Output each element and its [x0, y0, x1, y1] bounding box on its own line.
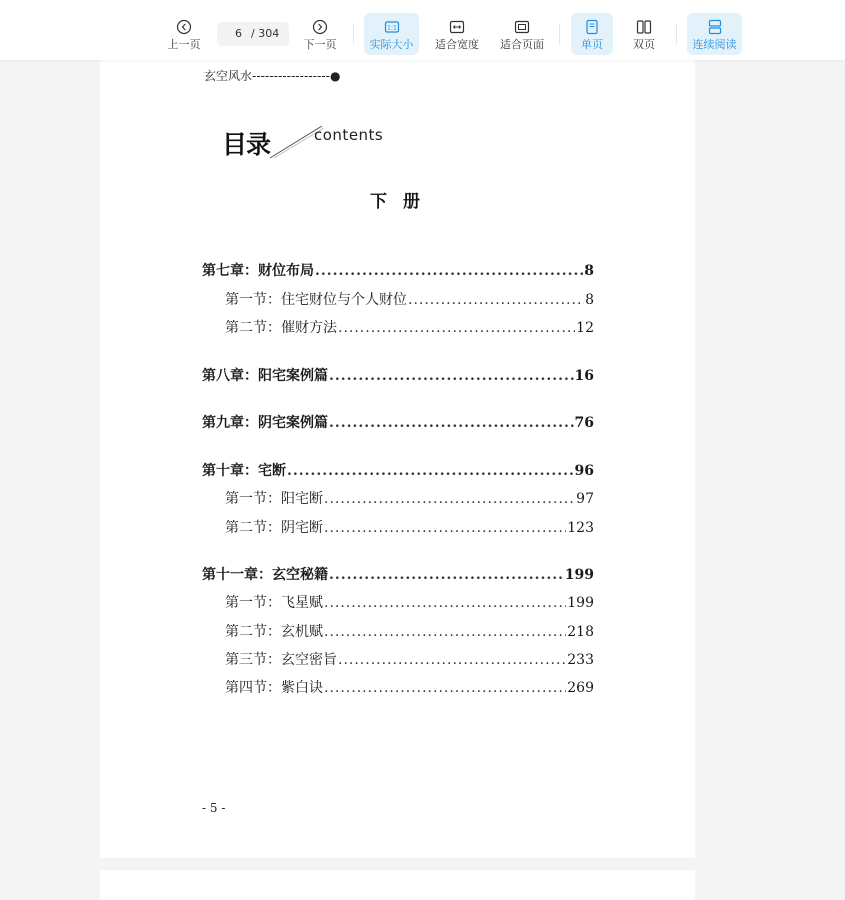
toc-page-number: 97	[576, 491, 594, 507]
one-to-one-icon	[384, 19, 400, 35]
prev-page-label: 上一页	[167, 38, 201, 51]
double-page-button[interactable]	[623, 13, 665, 55]
chevron-right-circle-icon	[312, 19, 328, 35]
toc-leader-dots	[324, 491, 575, 507]
toc-leader-dots	[315, 263, 583, 279]
actual-size-button[interactable]	[364, 13, 419, 55]
toc-leader-dots	[287, 463, 574, 479]
toc-chapter	[202, 412, 594, 432]
actual-size-label: 实际大小	[369, 38, 414, 51]
toc-section	[225, 317, 594, 337]
toc-title: 第二节：阴宅断	[225, 520, 323, 536]
next-page-button[interactable]	[300, 13, 340, 55]
toc-leader-dots	[338, 320, 575, 336]
fit-page-label: 适合页面	[500, 38, 544, 51]
toc-title: 第九章：阴宅案例篇	[202, 415, 328, 431]
toc-title: 第八章：阳宅案例篇	[202, 368, 328, 384]
toc-leader-dots	[329, 368, 574, 384]
toc-page-number: 76	[574, 415, 594, 431]
contents-logo-english: contents	[314, 126, 384, 144]
fit-width-button[interactable]	[431, 13, 483, 55]
continuous-read-label: 连续阅读	[692, 38, 737, 51]
document-page	[100, 60, 695, 858]
toc-section	[225, 677, 594, 697]
toc-chapter	[202, 365, 594, 385]
toc-title: 第七章：财位布局	[202, 263, 314, 279]
single-page-label: 单页	[581, 38, 603, 51]
viewer-toolbar	[0, 0, 845, 60]
toc-title: 第四节：紫白诀	[225, 680, 323, 696]
toc-page-number: 199	[564, 567, 594, 583]
running-header: 玄空风水------------------●	[204, 69, 341, 83]
continuous-read-button[interactable]	[687, 13, 742, 55]
volume-title: 下册	[370, 192, 436, 212]
svg-text:1:1: 1:1	[386, 24, 397, 32]
toc-section	[225, 592, 594, 612]
fit-width-label: 适合宽度	[435, 38, 479, 51]
toc-title: 第十一章：玄空秘籍	[202, 567, 328, 583]
toc-leader-dots	[338, 652, 566, 668]
toc-page-number: 269	[567, 680, 594, 696]
toc-chapter	[202, 260, 594, 280]
toc-leader-dots	[324, 595, 566, 611]
toc-page-number: 12	[576, 320, 594, 336]
toc-page-number: 16	[574, 368, 594, 384]
next-document-page	[100, 870, 695, 900]
double-page-icon	[636, 19, 652, 35]
toc-leader-dots	[324, 520, 566, 536]
toc-leader-dots	[324, 680, 566, 696]
toc-page-number: 8	[584, 263, 594, 279]
toc-page-number: 218	[567, 624, 594, 640]
toc-section	[225, 517, 594, 537]
toc-section	[225, 621, 594, 641]
toc-chapter	[202, 460, 594, 480]
single-page-button[interactable]	[571, 13, 613, 55]
toc-title: 第一节：飞星赋	[225, 595, 323, 611]
toc-title: 第二节：催财方法	[225, 320, 337, 336]
fit-page-icon	[514, 19, 530, 35]
fit-width-icon	[449, 19, 465, 35]
toc-leader-dots	[329, 567, 564, 583]
toc-title: 第一节：阳宅断	[225, 491, 323, 507]
toc-section	[225, 649, 594, 669]
toc-section	[225, 289, 594, 309]
toolbar-divider	[676, 24, 677, 44]
page-footer-number: - 5 -	[202, 801, 226, 815]
toc-leader-dots	[408, 292, 584, 308]
toc-page-number: 123	[567, 520, 594, 536]
fit-page-button[interactable]	[496, 13, 548, 55]
toc-leader-dots	[324, 624, 566, 640]
toc-title: 第一节：住宅财位与个人财位	[225, 292, 407, 308]
toc-chapter	[202, 564, 594, 584]
chevron-left-circle-icon	[176, 19, 192, 35]
continuous-scroll-icon	[707, 19, 723, 35]
toc-title: 第二节：玄机赋	[225, 624, 323, 640]
toc-page-number: 233	[567, 652, 594, 668]
next-page-label: 下一页	[303, 38, 337, 51]
page-indicator[interactable]	[217, 22, 289, 46]
toolbar-divider	[559, 24, 560, 44]
toolbar-divider	[353, 24, 354, 44]
prev-page-button[interactable]	[164, 13, 204, 55]
toc-section	[225, 488, 594, 508]
toc-page-number: 96	[574, 463, 594, 479]
current-page-input[interactable]: 6	[235, 27, 242, 40]
toc-page-number: 199	[567, 595, 594, 611]
contents-logo-chinese: 目录	[222, 130, 271, 159]
total-pages: / 304	[251, 27, 280, 40]
toc-page-number: 8	[585, 292, 594, 308]
toc-title: 第十章：宅断	[202, 463, 286, 479]
toc-leader-dots	[329, 415, 574, 431]
single-page-icon	[584, 19, 600, 35]
double-page-label: 双页	[633, 38, 655, 51]
toc-title: 第三节：玄空密旨	[225, 652, 337, 668]
